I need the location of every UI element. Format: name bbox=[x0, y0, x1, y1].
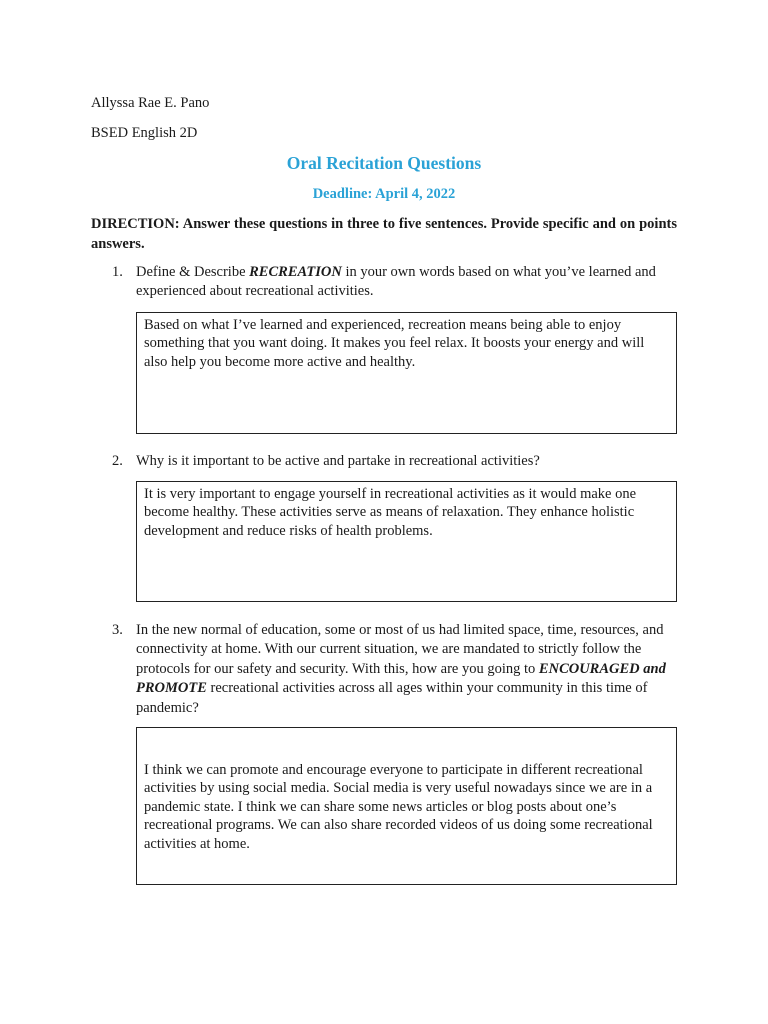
answer-box bbox=[136, 727, 677, 885]
question-number: 1. bbox=[112, 264, 123, 280]
question-prefix: Define & Describe bbox=[136, 264, 250, 280]
question-prefix: Why is it important to be active and partake in recreational activities? bbox=[136, 453, 540, 469]
question-text bbox=[136, 263, 686, 302]
question-emphasis: ENCOURAGED and PROMOTE bbox=[136, 660, 666, 697]
answer-box bbox=[136, 312, 677, 434]
question-emphasis: RECREATION bbox=[249, 264, 342, 280]
question-prefix: In the new normal of education, some or most of us had limited space, time, resources, and connectivity at home. With our current situation, we are mandated to strictly follow the protocols for our safety and security. With this, how are you going to bbox=[136, 622, 664, 677]
document-title: Oral Recitation Questions bbox=[286, 153, 482, 173]
answer-text: Based on what I’ve learned and experienced, recreation means being able to enjoy something that you want doing. It makes you feel relax. It boosts your energy and will also help you become more active and healthy. bbox=[144, 317, 645, 370]
question-suffix: recreational activities across all ages within your community in this time of pandemic? bbox=[136, 680, 648, 716]
question-number: 3. bbox=[112, 622, 123, 638]
course-section: BSED English 2D bbox=[91, 125, 198, 141]
answer-box bbox=[136, 481, 677, 602]
question-text bbox=[136, 621, 666, 718]
direction-text: DIRECTION: Answer these questions in three to five sentences. Provide specific and on points answers. bbox=[91, 216, 677, 252]
answer-text: It is very important to engage yourself in recreational activities as it would make one become healthy. These activities serve as means of relaxation. They enhance holistic development and reduce risks of health problems. bbox=[144, 486, 637, 539]
deadline: Deadline: April 4, 2022 bbox=[312, 186, 456, 202]
question-number: 2. bbox=[112, 453, 123, 469]
answer-text: I think we can promote and encourage everyone to participate in different recreational activities by using social media. Social media is very useful nowadays since we are in a pandemic state. I think we can share some news articles or blog posts about one’s recreational programs. We can also share recorded videos of us doing some recreational activities at home. bbox=[144, 762, 653, 852]
student-name: Allyssa Rae E. Pano bbox=[91, 95, 210, 111]
question-suffix: in your own words based on what you’ve learned and experienced about recreational activities. bbox=[136, 264, 656, 300]
question-text bbox=[136, 452, 686, 471]
